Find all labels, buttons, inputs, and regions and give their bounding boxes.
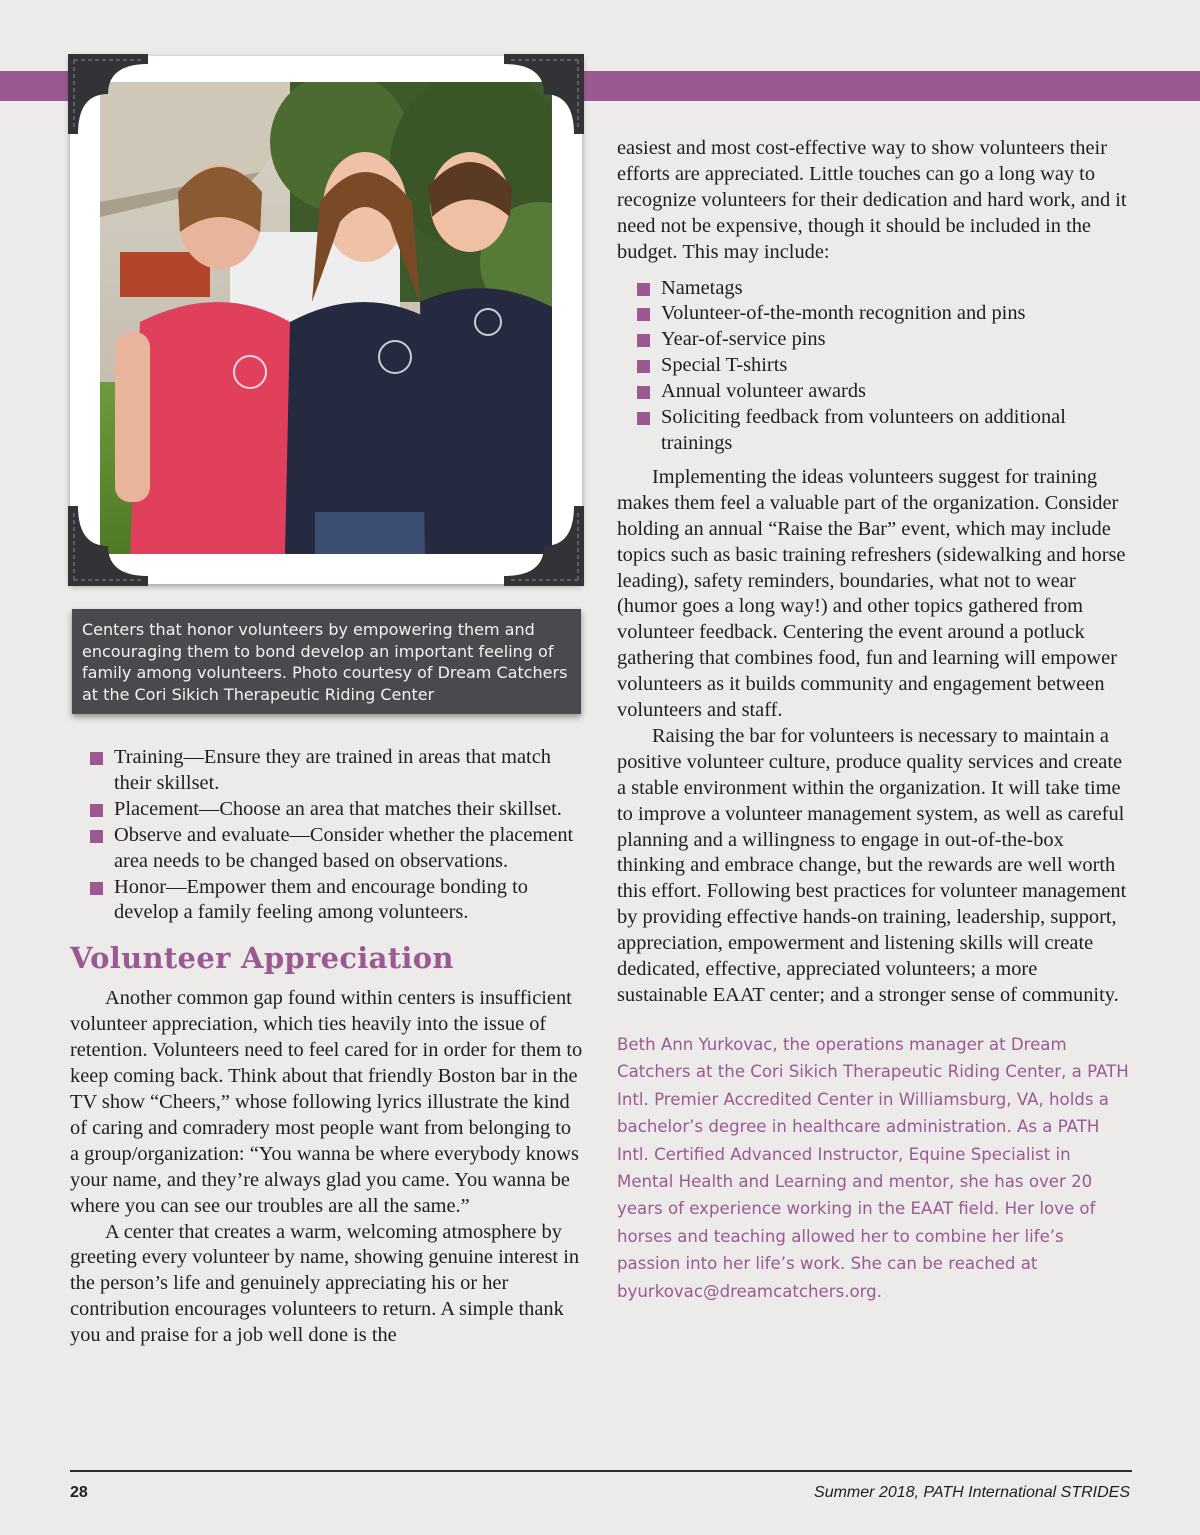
body-paragraph: Raising the bar for volunteers is necessary to maintain a positive volunteer culture, produce quality services and create a stable environment within the organization. It will take time to improve a volunteer management system, as well as careful planning and a willingness to engage in out-of-the-box thinking and embrace change, but the rewards are well worth this effort. Following best practices for volunteer management by providing effective hands-on training, leadership, support, appreciation, empowerment and listening skills will create dedicated, effective, appreciated volunteers; a more sustainable EAAT center; and a stronger sense of community. [617,724,1127,1006]
page-number: 28 [70,1484,88,1501]
bullet-square-icon [637,308,650,321]
publication-title: Summer 2018, PATH International STRIDES [814,1484,1130,1501]
list-item: Volunteer-of-the-month recognition and pins [617,301,1132,327]
photo-corner-icon [504,54,584,134]
list-item: Nametags [617,276,1132,302]
body-paragraph: A center that creates a warm, welcoming atmosphere by greeting every volunteer by name, showing genuine interest in the person’s life and genuinely appreciating his or her contribution encourages volunteers to return. A simple thank you and praise for a job well done is the [70,1220,580,1347]
steps-list [70,745,585,926]
body-paragraph: Implementing the ideas volunteers suggest for training makes them feel a valuable part of the organization. Consider holding an annual “Raise the Bar” event, which may include topics such as basic training refreshers (sidewalking and horse leading), safety reminders, boundaries, what not to wear (humor goes a long way!) and other topics gathered from volunteer feedback. Centering the event around a potluck gathering that combines food, fun and learning will empower volunteers as it builds community and engagement between volunteers and staff. [617,465,1126,722]
bullet-square-icon [90,882,103,895]
bullet-square-icon [637,283,650,296]
list-item: Soliciting feedback from volunteers on additional trainings [617,405,1132,457]
volunteers-photo [100,82,552,554]
photo-caption: Centers that honor volunteers by empowering them and encouraging them to bond develop an important feeling of family among volunteers. Photo courtesy of Dream Catchers at the Cori Sikich Therapeutic Riding Center [72,609,581,714]
list-item: Observe and evaluate—Consider whether the placement area needs to be changed based on observations. [70,823,585,875]
list-item: Special T-shirts [617,353,1132,379]
body-paragraph: easiest and most cost-effective way to show volunteers their efforts are appreciated. Little touches can go a long way to recognize volunteers for their dedication and hard work, and it need not be expensive, though it should be included in the budget. This may include: [617,137,1127,263]
bullet-square-icon [637,334,650,347]
bullet-square-icon [637,386,650,399]
list-item: Annual volunteer awards [617,379,1132,405]
section-heading: Volunteer Appreciation [70,941,454,976]
list-item: Training—Ensure they are trained in areas that match their skillset. [70,745,585,797]
right-column [617,136,1132,1305]
photo-corner-icon [68,506,148,586]
photo-corner-icon [504,506,584,586]
list-item: Honor—Empower them and encourage bonding to develop a family feeling among volunteers. [70,875,585,927]
bullet-square-icon [637,412,650,425]
list-item: Year-of-service pins [617,327,1132,353]
bullet-square-icon [90,804,103,817]
appreciation-list [617,276,1132,457]
left-column [70,745,585,1349]
author-bio: Beth Ann Yurkovac, the operations manager at Dream Catchers at the Cori Sikich Therapeutic Riding Center, a PATH Intl. Premier Accredited Center in Williamsburg, VA, holds a bachelor’s degree in healthcare administration. As a PATH Intl. Certified Advanced Instructor, Equine Specialist in Mental Health and Learning and mentor, she has over 20 years of experience working in the EAAT field. Her love of horses and teaching allowed her to combine her life’s passion into her life’s work. She can be reached at byurkovac@dreamcatchers.org. [617,1034,1129,1301]
photo-frame [70,56,582,584]
list-item: Placement—Choose an area that matches their skillset. [70,797,585,823]
body-paragraph: Another common gap found within centers is insufficient volunteer appreciation, which ties heavily into the issue of retention. Volunteers need to feel cared for in order for them to keep coming back. Think about that friendly Boston bar in the TV show “Cheers,” whose following lyrics illustrate the kind of caring and comradery most people want from belonging to a group/organization: “You wanna be where everybody knows your name, and they’re always glad you came. You wanna be where you can see our troubles are all the same.” [70,987,583,1217]
photo-corner-icon [68,54,148,134]
bullet-square-icon [90,752,103,765]
bullet-square-icon [90,830,103,843]
footer-rule [70,1470,1132,1472]
bullet-square-icon [637,360,650,373]
